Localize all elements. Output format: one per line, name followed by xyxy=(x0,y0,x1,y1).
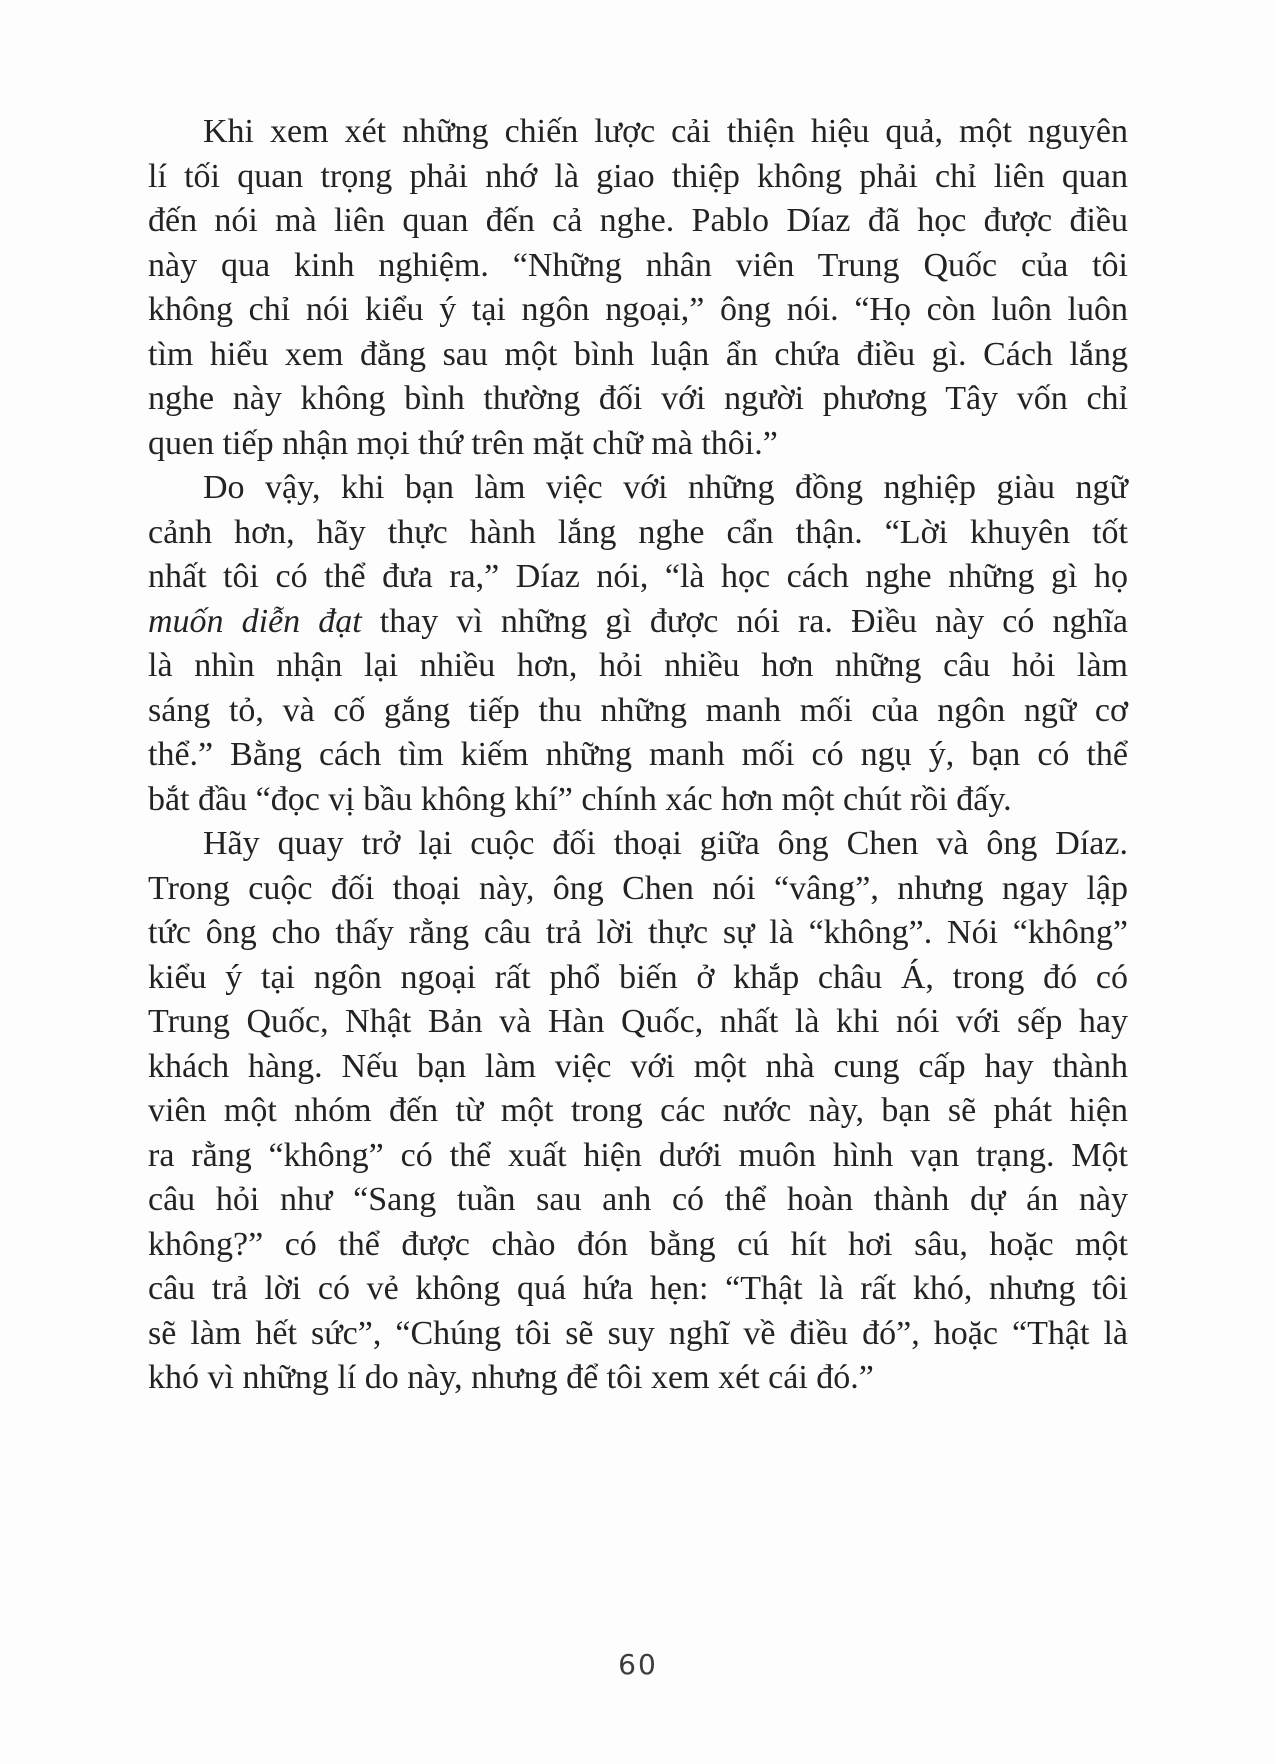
text-line: Hãy quay trở lại cuộc đối thoại giữa ông Chen và ông Díaz. xyxy=(203,825,1128,862)
text-line: cảnh hơn, hãy thực hành lắng nghe cẩn thận. “Lời khuyên tốt xyxy=(148,513,1128,551)
page-number: 60 xyxy=(618,1648,658,1681)
text-line: muốn diễn đạt thay vì những gì được nói ra. Điều này có nghĩa xyxy=(148,602,1128,640)
text-line: Do vậy, khi bạn làm việc với những đồng nghiệp giàu ngữ xyxy=(203,469,1128,506)
text-line: đến nói mà liên quan đến cả nghe. Pablo Díaz đã học được điều xyxy=(148,202,1128,239)
text-line: Khi xem xét những chiến lược cải thiện hiệu quả, một nguyên xyxy=(203,113,1128,150)
text-line: không chỉ nói kiểu ý tại ngôn ngoại,” ông nói. “Họ còn luôn luôn xyxy=(148,291,1128,328)
paragraph xyxy=(148,466,1128,822)
text-line: quen tiếp nhận mọi thứ trên mặt chữ mà thôi.” xyxy=(148,424,778,462)
text-line: câu hỏi như “Sang tuần sau anh có thể hoàn thành dự án này xyxy=(148,1181,1128,1218)
paragraph xyxy=(148,110,1128,466)
text-line: sáng tỏ, và cố gắng tiếp thu những manh mối của ngôn ngữ cơ xyxy=(148,691,1128,729)
text-line: kiểu ý tại ngôn ngoại rất phổ biến ở khắp châu Á, trong đó có xyxy=(148,958,1128,996)
text-line: Trong cuộc đối thoại này, ông Chen nói “vâng”, nhưng ngay lập xyxy=(148,869,1128,907)
text-line: viên một nhóm đến từ một trong các nước này, bạn sẽ phát hiện xyxy=(148,1092,1128,1129)
text-line: khách hàng. Nếu bạn làm việc với một nhà cung cấp hay thành xyxy=(148,1047,1128,1085)
text-line: thể.” Bằng cách tìm kiếm những manh mối có ngụ ý, bạn có thể xyxy=(148,736,1128,773)
text-line: câu trả lời có vẻ không quá hứa hẹn: “Thật là rất khó, nhưng tôi xyxy=(148,1270,1128,1307)
text-line: là nhìn nhận lại nhiều hơn, hỏi nhiều hơn những câu hỏi làm xyxy=(148,647,1128,684)
text-line: ra rằng “không” có thể xuất hiện dưới muôn hình vạn trạng. Một xyxy=(148,1136,1128,1174)
text-line: này qua kinh nghiệm. “Những nhân viên Trung Quốc của tôi xyxy=(148,246,1128,284)
text-line: nghe này không bình thường đối với người phương Tây vốn chỉ xyxy=(148,380,1128,417)
text-line: Trung Quốc, Nhật Bản và Hàn Quốc, nhất là khi nói với sếp hay xyxy=(148,1003,1128,1040)
text-line: sẽ làm hết sức”, “Chúng tôi sẽ suy nghĩ về điều đó”, hoặc “Thật là xyxy=(148,1314,1128,1352)
text-line: nhất tôi có thể đưa ra,” Díaz nói, “là học cách nghe những gì họ xyxy=(148,558,1128,595)
body-text xyxy=(148,110,1128,1401)
paragraph xyxy=(148,822,1128,1401)
text-line: lí tối quan trọng phải nhớ là giao thiệp không phải chỉ liên quan xyxy=(148,157,1128,195)
text-line: khó vì những lí do này, nhưng để tôi xem xét cái đó.” xyxy=(148,1359,874,1396)
text-line: không?” có thể được chào đón bằng cú hít hơi sâu, hoặc một xyxy=(148,1225,1128,1263)
text-line: tìm hiểu xem đằng sau một bình luận ẩn chứa điều gì. Cách lắng xyxy=(148,335,1128,373)
text-line: bắt đầu “đọc vị bầu không khí” chính xác hơn một chút rồi đấy. xyxy=(148,780,1012,818)
text-line: tức ông cho thấy rằng câu trả lời thực sự là “không”. Nói “không” xyxy=(148,914,1128,951)
